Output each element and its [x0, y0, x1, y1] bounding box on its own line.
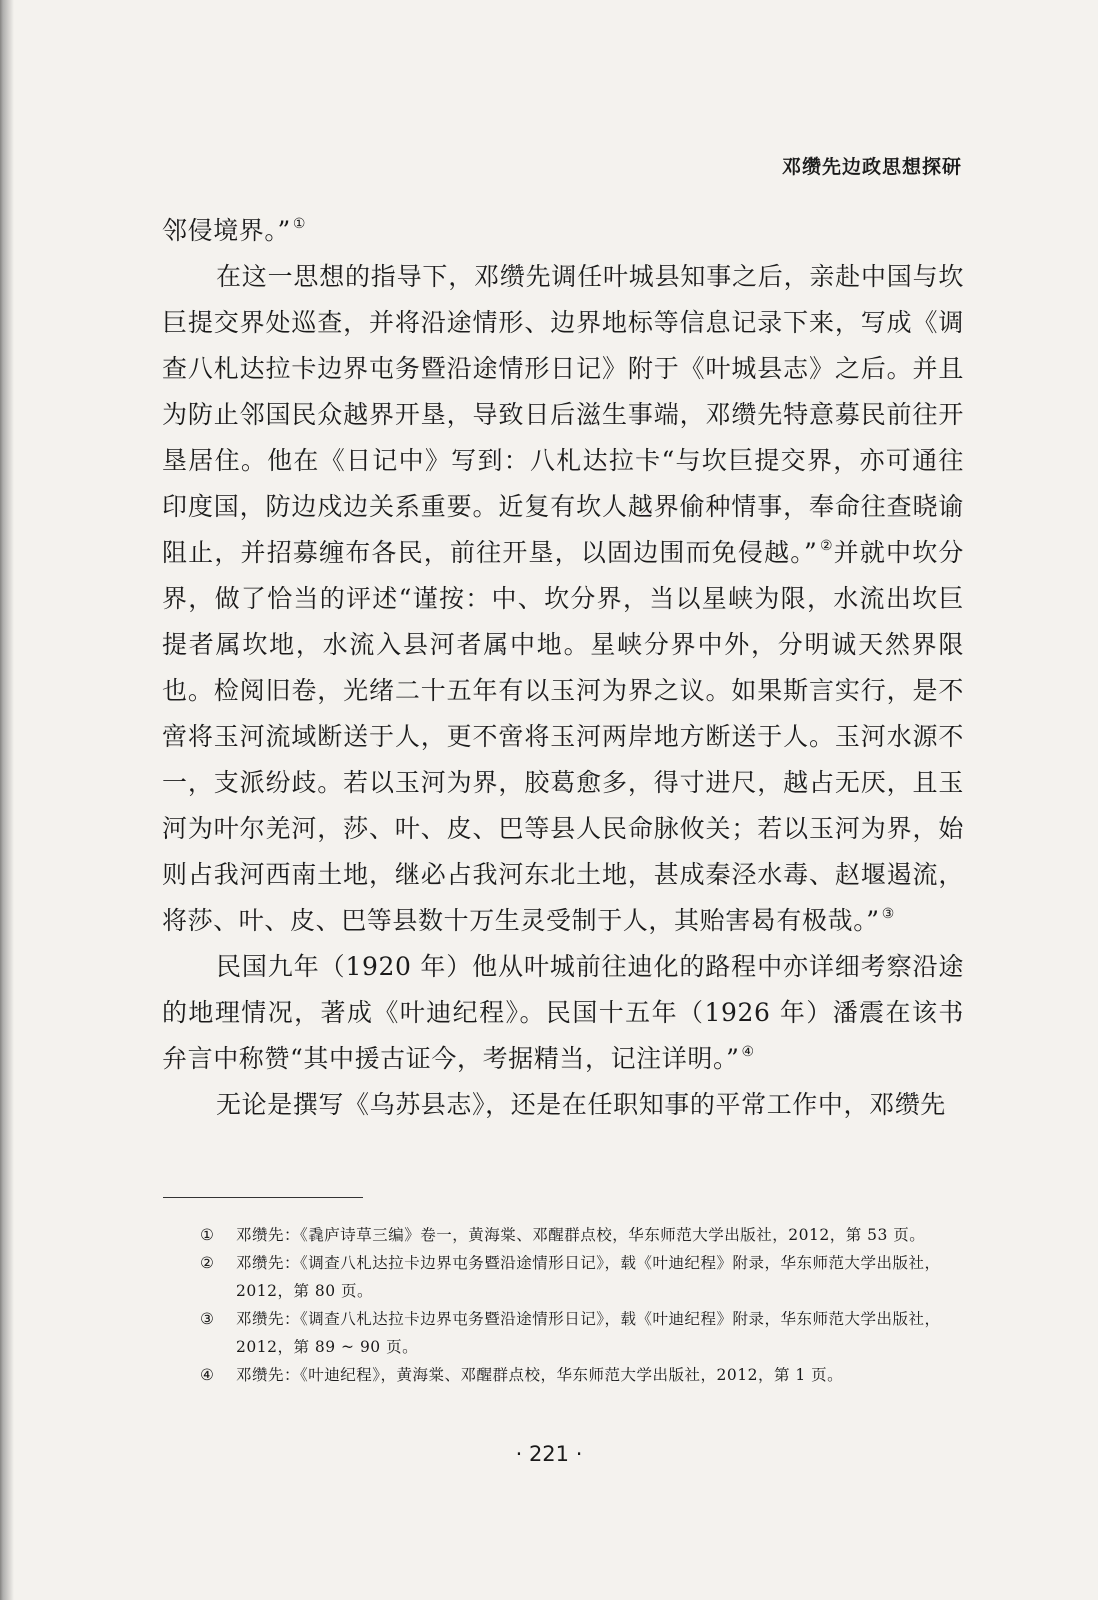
paragraph-text: 无论是撰写《乌苏县志》，还是在任职知事的平常工作中，邓缵先 — [216, 1090, 946, 1119]
running-head: 邓缵先边政思想探研 — [781, 156, 962, 178]
footnote-2 — [200, 1249, 964, 1305]
footnote-ref-4: ④ — [741, 1044, 755, 1060]
footnote-ref-1: ① — [292, 216, 307, 232]
footnote-ref-3: ③ — [881, 906, 895, 922]
footnote-1 — [200, 1221, 964, 1249]
paragraph-3 — [162, 944, 964, 1082]
footnote-3 — [200, 1305, 964, 1361]
footnote-mark: ① — [200, 1226, 215, 1244]
paragraph-text: 邻侵境界。” — [162, 216, 291, 245]
body-text — [162, 208, 964, 1128]
paragraph-2 — [162, 254, 964, 944]
paragraph-text: 民国九年（1920 年）他从叶城前往迪化的路程中亦详细考察沿途的地理情况，著成《叶迪纪程》。民国十五年（1926 年）潘震在该书弁言中称赞“其中援古证今，考据精当，记注详明。” — [162, 952, 964, 1073]
footnote-mark: ② — [200, 1254, 215, 1272]
footnotes — [200, 1221, 964, 1389]
footnote-separator — [163, 1197, 363, 1198]
paragraph-text: 在这一思想的指导下，邓缵先调任叶城县知事之后，亲赴中国与坎巨提交界处巡查，并将沿途情形、边界地标等信息记录下来，写成《调查八札达拉卡边界屯务暨沿途情形日记》附于《叶城县志》之后。并且为防止邻国民众越界开垦，导致日后滋生事端，邓缵先特意募民前往开垦居住。他在《日记中》写到：八札达拉卡“与坎巨提交界，亦可通往印度国，防边戍边关系重要。近复有坎人越界偷种情事，奉命往查晓谕阻止，并招募缠布各民，前往开垦，以固边围而免侵越。” — [162, 262, 964, 567]
footnote-text: 邓缵先：《毳庐诗草三编》卷一，黄海棠、邓醒群点校，华东师范大学出版社，2012，第 53 页。 — [236, 1226, 926, 1244]
footnote-mark: ④ — [200, 1366, 215, 1384]
footnote-text: 邓缵先：《叶迪纪程》，黄海棠、邓醒群点校，华东师范大学出版社，2012，第 1 页。 — [236, 1366, 844, 1384]
page-number: · 221 · — [515, 1442, 583, 1466]
footnote-text: 邓缵先：《调查八札达拉卡边界屯务暨沿途情形日记》，载《叶迪纪程》附录，华东师范大学出版社，2012，第 89 ~ 90 页。 — [236, 1310, 941, 1356]
footnote-4 — [200, 1361, 964, 1389]
paragraph-1 — [162, 208, 964, 254]
footnote-mark: ③ — [200, 1310, 215, 1328]
page-binding-edge — [0, 0, 14, 1600]
paragraph-text-continued: 并就中坎分界，做了恰当的评述“谨按：中、坎分界，当以星峡为限，水流出坎巨提者属坎地，水流入县河者属中地。星峡分界中外，分明诚天然界限也。检阅旧卷，光绪二十五年有以玉河为界之议。如果斯言实行，是不啻将玉河流域断送于人，更不啻将玉河两岸地方断送于人。玉河水源不一，支派纷歧。若以玉河为界，胶葛愈多，得寸进尺，越占无厌，且玉河为叶尔羌河，莎、叶、皮、巴等县人民命脉攸关；若以玉河为界，始则占我河西南土地，继必占我河东北土地，甚成秦泾水毒、赵堰遏流，将莎、叶、皮、巴等县数十万生灵受制于人，其贻害曷有极哉。” — [162, 538, 964, 935]
footnote-ref-2: ② — [819, 538, 834, 554]
paragraph-4 — [162, 1082, 964, 1128]
footnote-text: 邓缵先：《调查八札达拉卡边界屯务暨沿途情形日记》，载《叶迪纪程》附录，华东师范大学出版社，2012，第 80 页。 — [236, 1254, 941, 1300]
